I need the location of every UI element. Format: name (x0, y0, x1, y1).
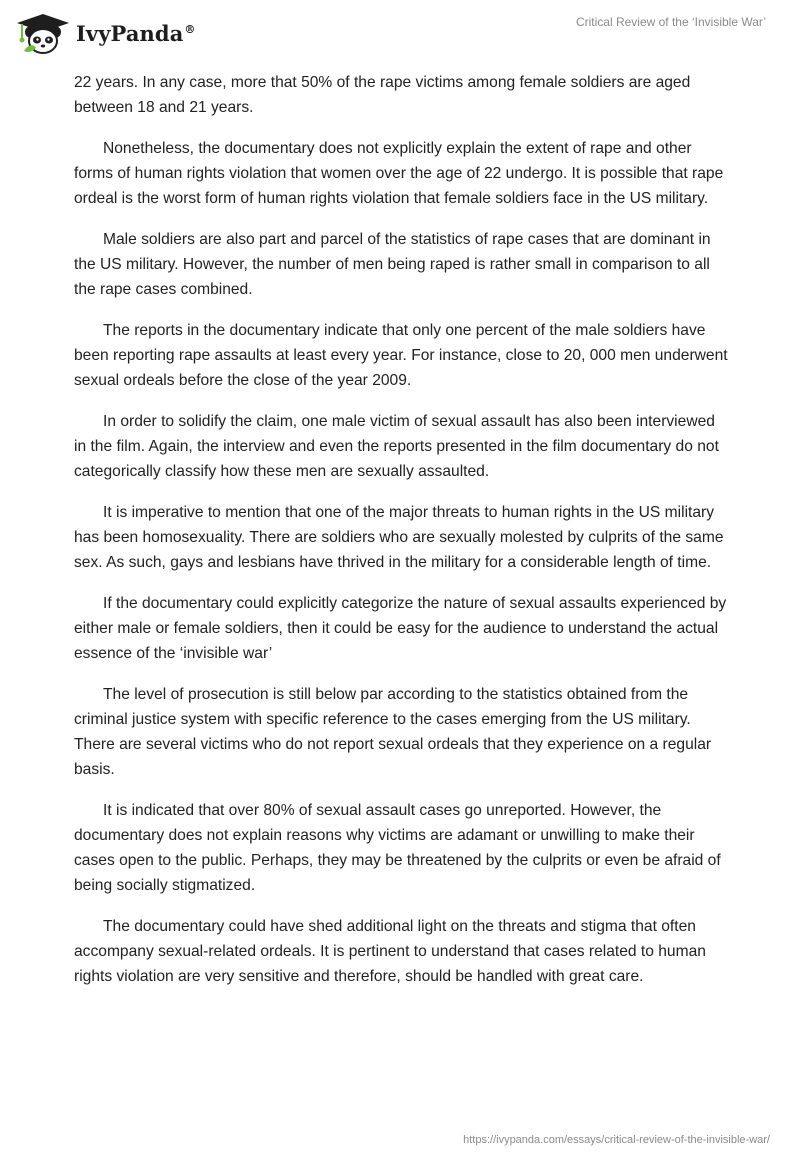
essay-body (74, 70, 730, 1005)
paragraph: If the documentary could explicitly categorize the nature of sexual assaults experienced by either male or female soldiers, then it could be easy for the audience to understand the actual essence of the ‘invisible war’ (74, 595, 727, 662)
registered-mark: ® (184, 22, 196, 36)
ivypanda-logo[interactable] (14, 10, 196, 56)
page-header (0, 0, 800, 70)
paragraph: Nonetheless, the documentary does not explicitly explain the extent of rape and other forms of human rights violation that women over the age of 22 undergo. It is possible that rape ordeal is the worst form of human rights violation that female soldiers face in the US military. (74, 140, 724, 207)
paragraph: The level of prosecution is still below par according to the statistics obtained from the criminal justice system with specific reference to the cases emerging from the US military. There are several victims who do not report sexual ordeals that they experience on a regular basis. (74, 686, 712, 778)
paragraph: 22 years. In any case, more that 50% of the rape victims among female soldiers are aged between 18 and 21 years. (74, 74, 691, 116)
paragraph: In order to solidify the claim, one male victim of sexual assault has also been interviewed in the film. Again, the interview and even the reports presented in the film documentary do not categorically classify how these men are sexually assaulted. (74, 413, 719, 480)
document-title: Critical Review of the ‘Invisible War’ (575, 15, 766, 29)
panda-graduation-cap-icon (14, 11, 72, 55)
paragraph: Male soldiers are also part and parcel of the statistics of rape cases that are dominant in the US military. However, the number of men being raped is rather small in comparison to all the rape cases combined. (74, 231, 711, 298)
paragraph: It is indicated that over 80% of sexual assault cases go unreported. However, the documentary does not explain reasons why victims are adamant or unwilling to make their cases open to the public. Perhaps, they may be threatened by the culprits or even be afraid of being socially stigmatized. (74, 802, 721, 894)
paragraph: The documentary could have shed additional light on the threats and stigma that often accompany sexual-related ordeals. It is pertinent to understand that cases related to human rights violation are very sensitive and therefore, should be handled with great care. (74, 918, 706, 985)
paragraph: It is imperative to mention that one of the major threats to human rights in the US military has been homosexuality. There are soldiers who are sexually molested by culprits of the same sex. As such, gays and lesbians have thrived in the military for a considerable length of time. (74, 504, 724, 571)
paragraph: The reports in the documentary indicate that only one percent of the male soldiers have been reporting rape assaults at least every year. For instance, close to 20, 000 men underwent sexual ordeals before the close of the year 2009. (74, 322, 728, 389)
brand-name: IvyPanda® (76, 20, 196, 46)
source-url[interactable]: https://ivypanda.com/essays/critical-review-of-the-invisible-war/ (463, 1134, 770, 1146)
